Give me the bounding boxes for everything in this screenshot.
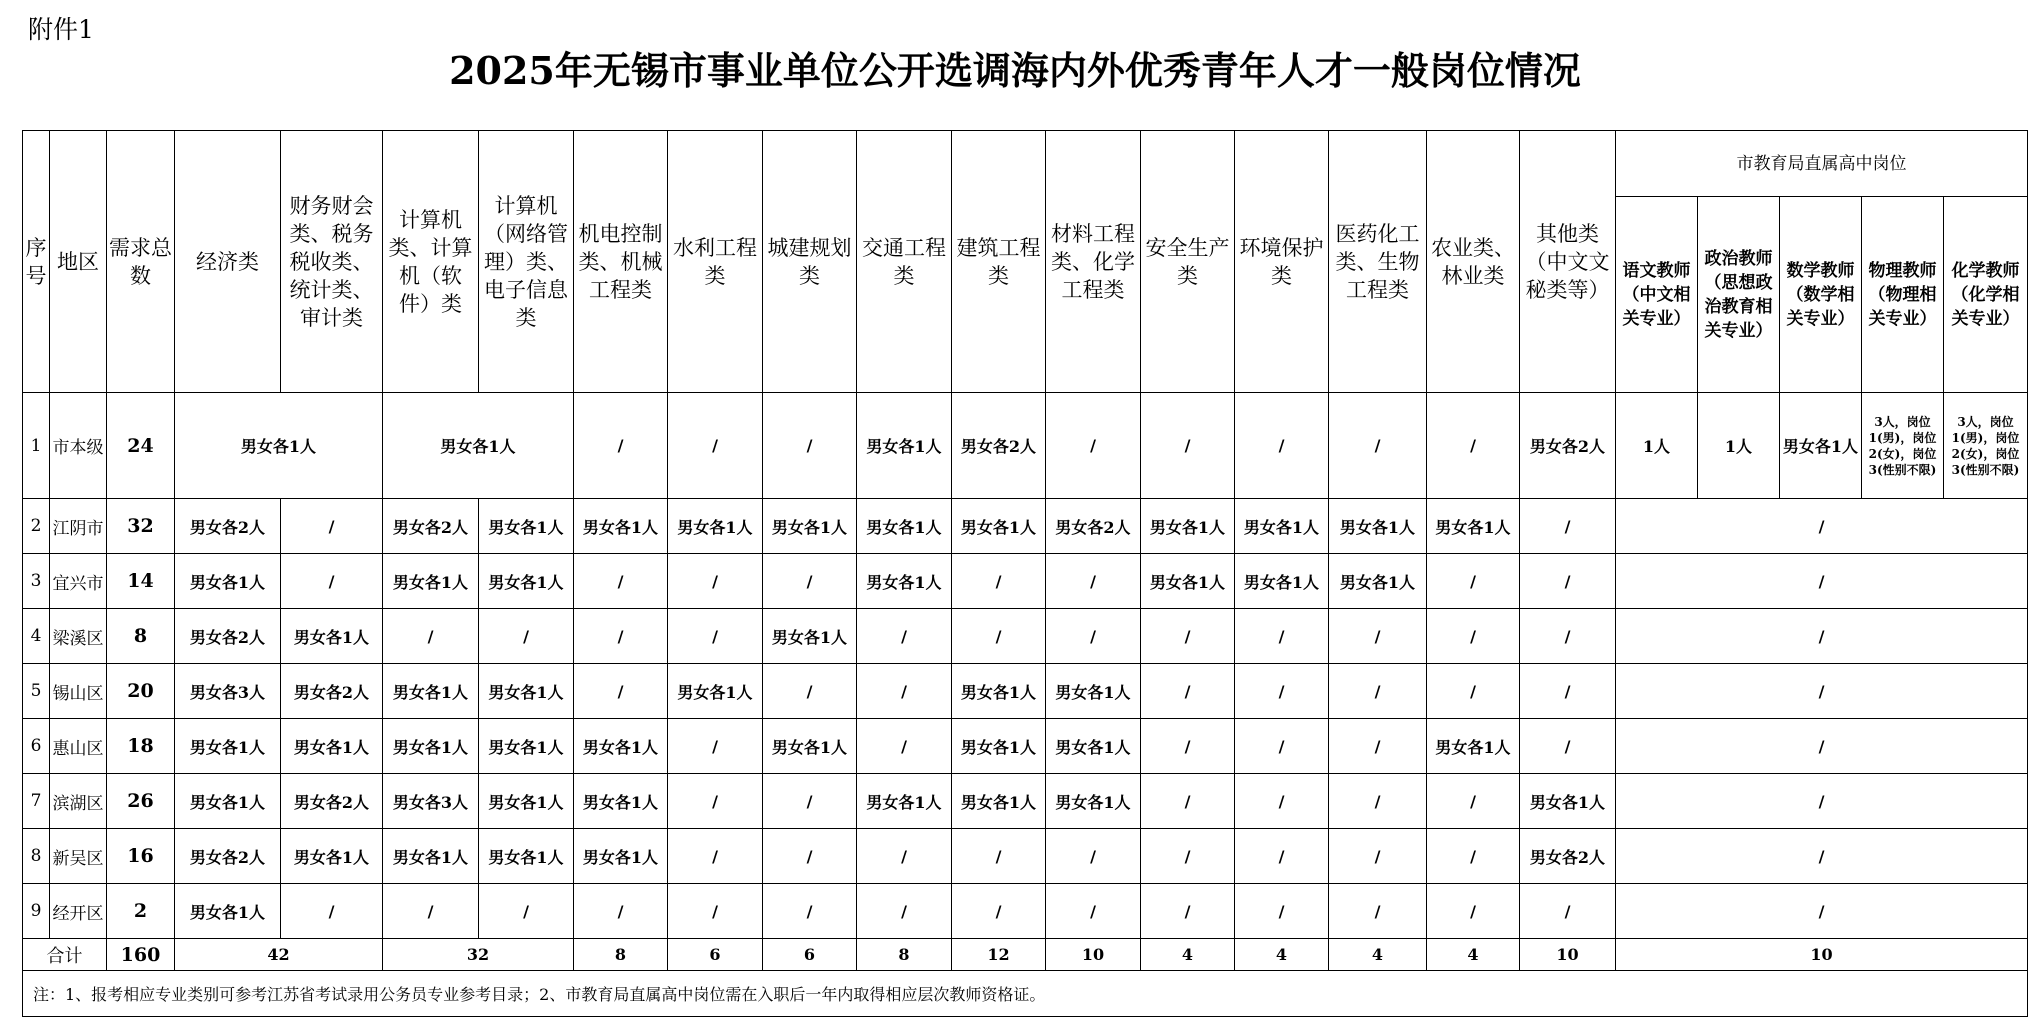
cell-traffic: / bbox=[857, 719, 952, 774]
header-net: 计算机（网络管理）类、电子信息类 bbox=[479, 131, 574, 393]
cell-fin: 男女各1人 bbox=[281, 829, 383, 884]
cell-urban: / bbox=[763, 554, 857, 609]
row-total: 14 bbox=[107, 554, 175, 609]
totals-env: 4 bbox=[1235, 939, 1329, 971]
cell-edu: / bbox=[1616, 499, 2028, 554]
cell-mat: 男女各1人 bbox=[1046, 719, 1141, 774]
cell-edu-politics: 1人 bbox=[1698, 393, 1780, 499]
cell-traffic: / bbox=[857, 884, 952, 939]
cell-build: 男女各1人 bbox=[952, 664, 1046, 719]
row-area: 锡山区 bbox=[50, 664, 107, 719]
page-title: 2025年无锡市事业单位公开选调海内外优秀青年人才一般岗位情况 bbox=[449, 48, 1581, 93]
cell-safety: / bbox=[1141, 884, 1235, 939]
cell-build: 男女各1人 bbox=[952, 774, 1046, 829]
cell-fin: 男女各1人 bbox=[281, 609, 383, 664]
totals-traffic: 8 bbox=[857, 939, 952, 971]
cell-mech: / bbox=[574, 554, 668, 609]
cell-env: / bbox=[1235, 609, 1329, 664]
totals-safety: 4 bbox=[1141, 939, 1235, 971]
cell-env: / bbox=[1235, 884, 1329, 939]
cell-mech: 男女各1人 bbox=[574, 774, 668, 829]
row-total: 8 bbox=[107, 609, 175, 664]
cell-agri: / bbox=[1427, 829, 1520, 884]
cell-agri: / bbox=[1427, 884, 1520, 939]
cell-mat: 男女各2人 bbox=[1046, 499, 1141, 554]
cell-traffic: 男女各1人 bbox=[857, 499, 952, 554]
table-row bbox=[23, 554, 2028, 609]
header-edu-math: 数学教师（数学相关专业） bbox=[1780, 197, 1862, 393]
cell-agri: / bbox=[1427, 554, 1520, 609]
cell-econ: 男女各3人 bbox=[175, 664, 281, 719]
cell-net: / bbox=[479, 884, 574, 939]
cell-med: / bbox=[1329, 719, 1427, 774]
cell-edu: / bbox=[1616, 609, 2028, 664]
header-edu-politics: 政治教师（思想政治教育相关专业） bbox=[1698, 197, 1780, 393]
cell-urban: 男女各1人 bbox=[763, 499, 857, 554]
cell-water: / bbox=[668, 884, 763, 939]
totals-urban: 6 bbox=[763, 939, 857, 971]
cell-mech: 男女各1人 bbox=[574, 719, 668, 774]
cell-net: 男女各1人 bbox=[479, 829, 574, 884]
cell-urban: / bbox=[763, 774, 857, 829]
cell-safety: / bbox=[1141, 609, 1235, 664]
cell-water: / bbox=[668, 393, 763, 499]
cell-cs: 男女各1人 bbox=[383, 554, 479, 609]
header-other: 其他类（中文文秘类等） bbox=[1520, 131, 1616, 393]
header-area: 地区 bbox=[50, 131, 107, 393]
cell-cs-net: 男女各1人 bbox=[383, 393, 574, 499]
cell-med: / bbox=[1329, 609, 1427, 664]
row-area: 江阴市 bbox=[50, 499, 107, 554]
cell-econ-fin: 男女各1人 bbox=[175, 393, 383, 499]
cell-edu: / bbox=[1616, 884, 2028, 939]
cell-edu-chem: 3人，岗位1(男)，岗位2(女)，岗位3(性别不限) bbox=[1944, 393, 2028, 499]
cell-water: / bbox=[668, 554, 763, 609]
row-area: 梁溪区 bbox=[50, 609, 107, 664]
cell-mat: / bbox=[1046, 884, 1141, 939]
totals-mat: 10 bbox=[1046, 939, 1141, 971]
cell-mech: 男女各1人 bbox=[574, 829, 668, 884]
cell-water: / bbox=[668, 774, 763, 829]
cell-other: / bbox=[1520, 609, 1616, 664]
header-mat: 材料工程类、化学工程类 bbox=[1046, 131, 1141, 393]
cell-water: / bbox=[668, 719, 763, 774]
cell-econ: 男女各1人 bbox=[175, 774, 281, 829]
cell-net: 男女各1人 bbox=[479, 499, 574, 554]
cell-edu: / bbox=[1616, 664, 2028, 719]
header-edu-chinese: 语文教师（中文相关专业） bbox=[1616, 197, 1698, 393]
cell-edu: / bbox=[1616, 774, 2028, 829]
header-mech: 机电控制类、机械工程类 bbox=[574, 131, 668, 393]
cell-build: / bbox=[952, 609, 1046, 664]
row-area: 惠山区 bbox=[50, 719, 107, 774]
cell-urban: / bbox=[763, 829, 857, 884]
cell-agri: 男女各1人 bbox=[1427, 499, 1520, 554]
cell-econ: 男女各2人 bbox=[175, 609, 281, 664]
cell-mech: / bbox=[574, 664, 668, 719]
cell-cs: 男女各2人 bbox=[383, 499, 479, 554]
cell-safety: / bbox=[1141, 774, 1235, 829]
row-seq: 6 bbox=[23, 719, 50, 774]
row-total: 20 bbox=[107, 664, 175, 719]
cell-agri: / bbox=[1427, 393, 1520, 499]
header-water: 水利工程类 bbox=[668, 131, 763, 393]
cell-fin: 男女各1人 bbox=[281, 719, 383, 774]
cell-cs: 男女各1人 bbox=[383, 719, 479, 774]
row-seq: 2 bbox=[23, 499, 50, 554]
cell-build: / bbox=[952, 884, 1046, 939]
cell-safety: / bbox=[1141, 719, 1235, 774]
header-traffic: 交通工程类 bbox=[857, 131, 952, 393]
totals-econ-fin: 42 bbox=[175, 939, 383, 971]
cell-env: 男女各1人 bbox=[1235, 554, 1329, 609]
cell-econ: 男女各1人 bbox=[175, 719, 281, 774]
header-agri: 农业类、林业类 bbox=[1427, 131, 1520, 393]
row-total: 24 bbox=[107, 393, 175, 499]
cell-safety: 男女各1人 bbox=[1141, 499, 1235, 554]
table-row bbox=[23, 774, 2028, 829]
cell-cs: / bbox=[383, 609, 479, 664]
row-seq: 8 bbox=[23, 829, 50, 884]
header-cs: 计算机类、计算机（软件）类 bbox=[383, 131, 479, 393]
cell-env: / bbox=[1235, 664, 1329, 719]
totals-edu: 10 bbox=[1616, 939, 2028, 971]
cell-net: 男女各1人 bbox=[479, 664, 574, 719]
cell-water: 男女各1人 bbox=[668, 664, 763, 719]
table-row bbox=[23, 829, 2028, 884]
row-total: 18 bbox=[107, 719, 175, 774]
row-total: 26 bbox=[107, 774, 175, 829]
cell-cs: 男女各1人 bbox=[383, 664, 479, 719]
cell-urban: / bbox=[763, 393, 857, 499]
cell-econ: 男女各1人 bbox=[175, 554, 281, 609]
cell-traffic: 男女各1人 bbox=[857, 554, 952, 609]
table-row bbox=[23, 884, 2028, 939]
cell-mat: / bbox=[1046, 554, 1141, 609]
header-row bbox=[23, 131, 2028, 197]
row-total: 2 bbox=[107, 884, 175, 939]
cell-water: / bbox=[668, 829, 763, 884]
cell-net: 男女各1人 bbox=[479, 774, 574, 829]
cell-med: 男女各1人 bbox=[1329, 554, 1427, 609]
cell-med: / bbox=[1329, 884, 1427, 939]
header-edu-chem: 化学教师（化学相关专业） bbox=[1944, 197, 2028, 393]
cell-other: 男女各1人 bbox=[1520, 774, 1616, 829]
row-area: 经开区 bbox=[50, 884, 107, 939]
cell-fin: / bbox=[281, 499, 383, 554]
cell-edu-chinese: 1人 bbox=[1616, 393, 1698, 499]
cell-mat: 男女各1人 bbox=[1046, 664, 1141, 719]
cell-traffic: / bbox=[857, 664, 952, 719]
cell-agri: 男女各1人 bbox=[1427, 719, 1520, 774]
totals-water: 6 bbox=[668, 939, 763, 971]
header-fin: 财务财会类、税务税收类、统计类、审计类 bbox=[281, 131, 383, 393]
cell-agri: / bbox=[1427, 774, 1520, 829]
cell-fin: 男女各2人 bbox=[281, 664, 383, 719]
cell-urban: / bbox=[763, 664, 857, 719]
table-row bbox=[23, 499, 2028, 554]
cell-water: 男女各1人 bbox=[668, 499, 763, 554]
cell-net: 男女各1人 bbox=[479, 719, 574, 774]
cell-mech: / bbox=[574, 393, 668, 499]
cell-safety: / bbox=[1141, 829, 1235, 884]
cell-traffic: / bbox=[857, 829, 952, 884]
cell-net: 男女各1人 bbox=[479, 554, 574, 609]
cell-urban: 男女各1人 bbox=[763, 719, 857, 774]
cell-med: / bbox=[1329, 774, 1427, 829]
cell-edu-physics: 3人，岗位1(男)，岗位2(女)，岗位3(性别不限) bbox=[1862, 393, 1944, 499]
cell-safety: / bbox=[1141, 664, 1235, 719]
cell-safety: / bbox=[1141, 393, 1235, 499]
cell-other: / bbox=[1520, 884, 1616, 939]
cell-other: / bbox=[1520, 719, 1616, 774]
cell-build: / bbox=[952, 554, 1046, 609]
cell-mat: / bbox=[1046, 609, 1141, 664]
cell-med: / bbox=[1329, 393, 1427, 499]
cell-med: / bbox=[1329, 829, 1427, 884]
cell-other: / bbox=[1520, 554, 1616, 609]
header-seq: 序号 bbox=[23, 131, 50, 393]
row-seq: 9 bbox=[23, 884, 50, 939]
cell-water: / bbox=[668, 609, 763, 664]
cell-fin: / bbox=[281, 884, 383, 939]
cell-env: / bbox=[1235, 393, 1329, 499]
table-row bbox=[23, 393, 2028, 499]
cell-build: 男女各1人 bbox=[952, 499, 1046, 554]
totals-row bbox=[23, 939, 2028, 971]
row-area: 滨湖区 bbox=[50, 774, 107, 829]
cell-fin: 男女各2人 bbox=[281, 774, 383, 829]
cell-other: 男女各2人 bbox=[1520, 829, 1616, 884]
header-safety: 安全生产类 bbox=[1141, 131, 1235, 393]
positions-table bbox=[22, 130, 2028, 1017]
totals-med: 4 bbox=[1329, 939, 1427, 971]
cell-mat: 男女各1人 bbox=[1046, 774, 1141, 829]
cell-build: / bbox=[952, 829, 1046, 884]
header-econ: 经济类 bbox=[175, 131, 281, 393]
cell-econ: 男女各2人 bbox=[175, 499, 281, 554]
cell-env: / bbox=[1235, 829, 1329, 884]
cell-mat: / bbox=[1046, 829, 1141, 884]
totals-total: 160 bbox=[107, 939, 175, 971]
cell-mech: / bbox=[574, 609, 668, 664]
cell-mech: / bbox=[574, 884, 668, 939]
cell-env: / bbox=[1235, 774, 1329, 829]
cell-urban: 男女各1人 bbox=[763, 609, 857, 664]
row-seq: 1 bbox=[23, 393, 50, 499]
cell-agri: / bbox=[1427, 664, 1520, 719]
cell-safety: 男女各1人 bbox=[1141, 554, 1235, 609]
row-area: 市本级 bbox=[50, 393, 107, 499]
cell-edu-math: 男女各1人 bbox=[1780, 393, 1862, 499]
header-urban: 城建规划类 bbox=[763, 131, 857, 393]
cell-traffic: 男女各1人 bbox=[857, 774, 952, 829]
totals-mech: 8 bbox=[574, 939, 668, 971]
row-seq: 7 bbox=[23, 774, 50, 829]
cell-other: / bbox=[1520, 499, 1616, 554]
cell-cs: / bbox=[383, 884, 479, 939]
cell-edu: / bbox=[1616, 554, 2028, 609]
row-area: 新吴区 bbox=[50, 829, 107, 884]
cell-traffic: 男女各1人 bbox=[857, 393, 952, 499]
cell-env: / bbox=[1235, 719, 1329, 774]
row-seq: 4 bbox=[23, 609, 50, 664]
cell-econ: 男女各2人 bbox=[175, 829, 281, 884]
footnote: 注：1、报考相应专业类别可参考江苏省考试录用公务员专业参考目录；2、市教育局直属高中岗位需在入职后一年内取得相应层次教师资格证。 bbox=[23, 971, 2028, 1017]
row-seq: 3 bbox=[23, 554, 50, 609]
header-build: 建筑工程类 bbox=[952, 131, 1046, 393]
attachment-label: 附件1 bbox=[28, 15, 94, 44]
cell-net: / bbox=[479, 609, 574, 664]
table-row bbox=[23, 719, 2028, 774]
cell-build: 男女各1人 bbox=[952, 719, 1046, 774]
cell-agri: / bbox=[1427, 609, 1520, 664]
cell-urban: / bbox=[763, 884, 857, 939]
cell-traffic: / bbox=[857, 609, 952, 664]
header-env: 环境保护类 bbox=[1235, 131, 1329, 393]
cell-mech: 男女各1人 bbox=[574, 499, 668, 554]
cell-cs: 男女各3人 bbox=[383, 774, 479, 829]
cell-other: 男女各2人 bbox=[1520, 393, 1616, 499]
cell-med: / bbox=[1329, 664, 1427, 719]
row-total: 16 bbox=[107, 829, 175, 884]
cell-other: / bbox=[1520, 664, 1616, 719]
cell-med: 男女各1人 bbox=[1329, 499, 1427, 554]
cell-econ: 男女各1人 bbox=[175, 884, 281, 939]
cell-env: 男女各1人 bbox=[1235, 499, 1329, 554]
cell-edu: / bbox=[1616, 829, 2028, 884]
cell-fin: / bbox=[281, 554, 383, 609]
totals-build: 12 bbox=[952, 939, 1046, 971]
header-med: 医药化工类、生物工程类 bbox=[1329, 131, 1427, 393]
totals-other: 10 bbox=[1520, 939, 1616, 971]
cell-mat: / bbox=[1046, 393, 1141, 499]
totals-label: 合计 bbox=[23, 939, 107, 971]
row-total: 32 bbox=[107, 499, 175, 554]
cell-edu: / bbox=[1616, 719, 2028, 774]
cell-cs: 男女各1人 bbox=[383, 829, 479, 884]
table-row bbox=[23, 664, 2028, 719]
totals-cs-net: 32 bbox=[383, 939, 574, 971]
row-area: 宜兴市 bbox=[50, 554, 107, 609]
cell-build: 男女各2人 bbox=[952, 393, 1046, 499]
row-seq: 5 bbox=[23, 664, 50, 719]
totals-agri: 4 bbox=[1427, 939, 1520, 971]
table-row bbox=[23, 609, 2028, 664]
header-total: 需求总数 bbox=[107, 131, 175, 393]
header-edu-physics: 物理教师（物理相关专业） bbox=[1862, 197, 1944, 393]
header-edu-group: 市教育局直属高中岗位 bbox=[1616, 131, 2028, 197]
